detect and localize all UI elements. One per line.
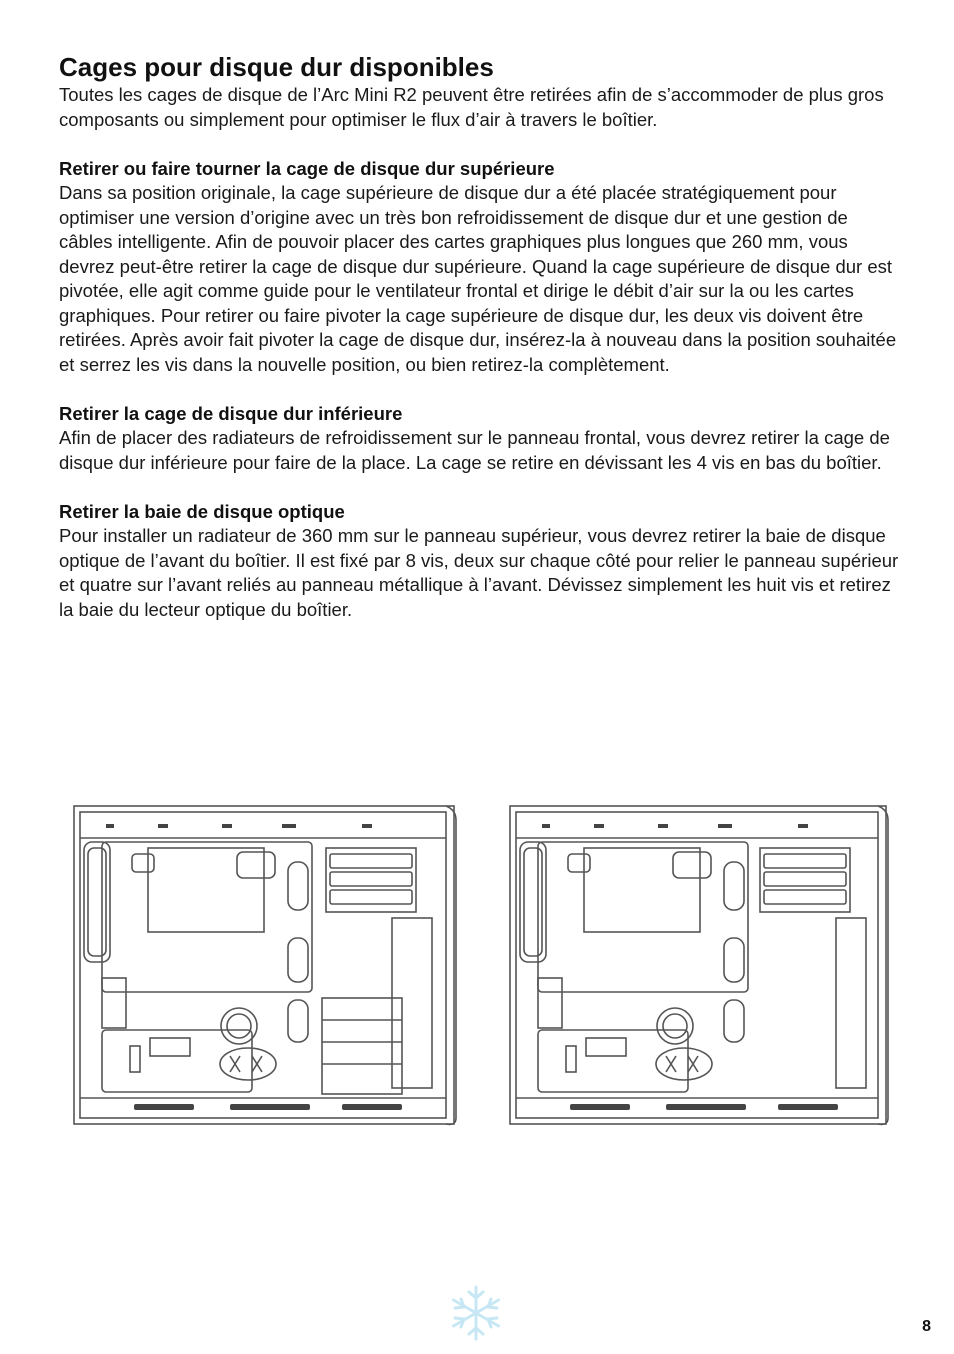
section-heading-optical-bay: Retirer la baie de disque optique xyxy=(59,500,345,522)
page-title: Cages pour disque dur disponibles xyxy=(59,52,494,82)
intro-paragraph: Toutes les cages de disque de l’Arc Mini R2 peuvent être retirées afin de s’accommoder de plus gros composants ou simplement pour optimiser le flux d’air à travers le boîtier. xyxy=(59,84,884,130)
snowflake-icon xyxy=(447,1284,505,1342)
section-body-optical-bay: Pour installer un radiateur de 360 mm sur le panneau supérieur, vous devrez retirer la baie de disque optique de l’avant du boîtier. Il est fixé par 8 vis, deux sur chaque côté pour relier le panneau supérieur et quatre sur l’avant reliés au panneau métallique à l’avant. Dévissez simplement les huit vis et retirez la baie du lecteur optique du boîtier. xyxy=(59,525,899,620)
section-body-upper-cage: Dans sa position originale, la cage supérieure de disque dur a été placée stratégiquement pour optimiser une version d’origine avec un très bon refroidissement de disque dur et une gestion de câbles intelligente. Afin de pouvoir placer des cartes graphiques plus longues que 260 mm, vous devrez peut-être retirer la cage de disque dur supérieure. Quand la cage supérieure de disque dur est pivotée, elle agit comme guide pour le ventilateur frontal et dirige le débit d’air sur la ou les cartes graphiques. Pour retirer ou faire pivoter la cage supérieure de disque dur, les deux vis doivent être retirées. Après avoir fait pivoter la cage de disque dur, insérez-la à nouveau dans la position souhaitée et serrez les vis dans la nouvelle position, ou bien retirez-la complètement. xyxy=(59,182,897,375)
section-heading-upper-cage: Retirer ou faire tourner la cage de disque dur supérieure xyxy=(59,157,555,179)
case-illustration-without-hdd-cage xyxy=(506,798,896,1138)
document-body xyxy=(59,52,899,622)
case-illustration-with-hdd-cage xyxy=(62,798,458,1138)
section-body-lower-cage: Afin de placer des radiateurs de refroidissement sur le panneau frontal, vous devrez retirer la cage de disque dur inférieure pour faire de la place. La cage se retire en dévissant les 4 vis en bas du boîtier. xyxy=(59,427,890,473)
page-number: 8 xyxy=(922,1318,931,1335)
section-heading-lower-cage: Retirer la cage de disque dur inférieure xyxy=(59,402,403,424)
